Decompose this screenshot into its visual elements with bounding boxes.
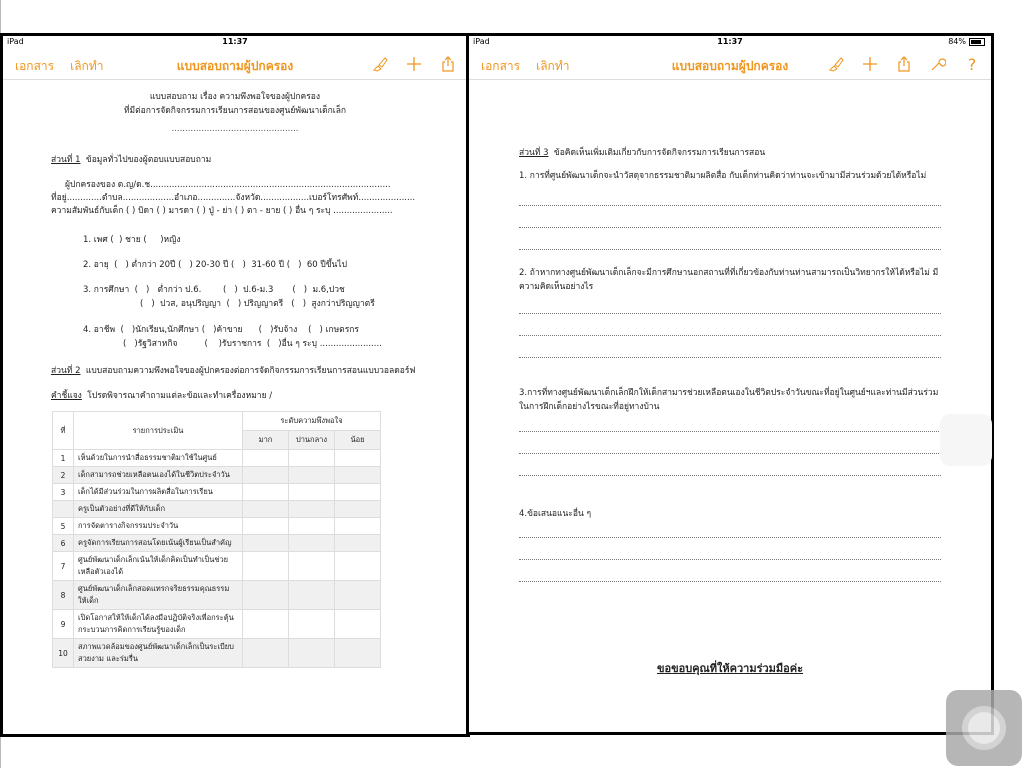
rating-cell-high[interactable] [243,535,289,552]
instruction-text: โปรดพิจารณาคำถามแต่ละข้อและทำเครื่องหมาย / [87,391,273,401]
question-age: 2. อายุ ( ) ต่ำกว่า 20ปี ( ) 20-30 ปี ( ) 31-60 ปี ( ) 60 ปีขึ้นไป [83,260,348,270]
part3-label: ส่วนที่ 3 [519,148,549,158]
document-page-left [3,81,467,734]
answer-line[interactable] [519,559,941,560]
form-title-line2: ที่มีต่อการจัดกิจกรรมการเรียนการสอนของศูนย์พัฒนาเด็กเล็ก [123,106,347,116]
table-row [53,610,381,639]
answer-line[interactable] [519,313,941,314]
row-item: ครูจัดการเรียนการสอนโดยเน้นผู้เรียนเป็นสำคัญ [74,535,243,552]
rating-cell-medium[interactable] [289,501,335,518]
rating-cell-low[interactable] [335,501,381,518]
title-dots: ............................................... [171,124,299,134]
document-title: แบบสอบถามผู้ปกครอง [176,59,294,73]
row-number: 1 [53,450,74,467]
comment-question-4: 4.ข้อเสนอแนะอื่น ๆ [519,509,592,519]
undo-button[interactable]: เลิกทำ [70,59,104,73]
help-icon[interactable]: ? [967,54,977,74]
answer-line[interactable] [519,227,941,228]
share-icon[interactable] [893,53,915,75]
question-education-a: 3. การศึกษา ( ) ต่ำกว่า ป.6. ( ) ป.6-ม.3 ( ) ม.6,ปวช [83,285,345,295]
header-level-medium: ปานกลาง [289,431,335,450]
document-title-right: แบบสอบถามผู้ปกครอง [671,59,789,73]
nav-bar [3,49,467,80]
part3-text: ข้อคิดเห็นเพิ่มเติมเกี่ยวกับการจัดกิจกรรมการเรียนการสอน [553,148,766,158]
question-gender: 1. เพศ ( ) ชาย ( )หญิง [83,235,181,245]
rating-cell-medium[interactable] [289,639,335,668]
row-number [53,501,74,518]
answer-line[interactable] [519,205,941,206]
table-row [53,467,381,484]
rating-cell-high[interactable] [243,552,289,581]
rating-cell-low[interactable] [335,552,381,581]
nav-bar-right [469,49,991,80]
instruction-label: คำชี้แจง [51,391,82,401]
table-row [53,581,381,610]
status-bar-right [469,36,991,48]
rating-cell-low[interactable] [335,450,381,467]
assistive-touch-center [968,712,1000,744]
rating-cell-low[interactable] [335,467,381,484]
header-item: รายการประเมิน [74,412,243,450]
table-row [53,535,381,552]
documents-button-right[interactable]: เอกสาร [481,59,521,73]
answer-line[interactable] [519,431,941,432]
wrench-icon[interactable] [927,53,949,75]
carrier-label: iPad [7,37,24,46]
row-item: ศูนย์พัฒนาเด็กเล็กสอดแทรกจริยธรรมคุณธรรม ให้เด็ก [74,581,243,610]
paintbrush-icon[interactable] [825,53,847,75]
header-level-low: น้อย [335,431,381,450]
documents-button[interactable]: เอกสาร [15,59,55,73]
rating-cell-medium[interactable] [289,535,335,552]
row-item: สภาพแวดล้อมของศูนย์พัฒนาเด็กเล็กเป็นระเบียบ สวยงาม และร่มรื่น [74,639,243,668]
table-row [53,518,381,535]
question-education-b: ( ) ปวส, อนุปริญญา ( ) ปริญญาตรี ( ) สูงกว่าปริญญาตรี [140,299,375,309]
rating-cell-high[interactable] [243,484,289,501]
left-screenshot [0,33,470,737]
rating-cell-high[interactable] [243,639,289,668]
comment-question-1: 1. การที่ศูนย์พัฒนาเด็กจะนำวัสดุจากธรรมชาติมาผลิตสื่อ กับเด็กท่านคิดว่าท่านจะเข้ามามีส่วนร่วมด้วยได้หรือไม่ [519,171,927,181]
table-row [53,552,381,581]
row-number: 5 [53,518,74,535]
answer-line[interactable] [519,581,941,582]
rating-cell-low[interactable] [335,581,381,610]
row-item: เปิดโอกาสให้ให้เด็กได้ลงมือปฏิบัติจริงเพื่อกระตุ้นกระบวนการคิดการเรียนรู้ของเด็ก [74,610,243,639]
right-screenshot [466,33,994,735]
table-row [53,450,381,467]
row-item: การจัดตารางกิจกรรมประจำวัน [74,518,243,535]
rating-cell-low[interactable] [335,610,381,639]
answer-line[interactable] [519,249,941,250]
rating-cell-medium[interactable] [289,518,335,535]
thanks-message: ขอขอบคุณที่ให้ความร่วมมือค่ะ [656,662,804,675]
rating-cell-medium[interactable] [289,610,335,639]
status-time-right: 11:37 [717,37,743,46]
row-item: ครูเป็นตัวอย่างที่ดีให้กับเด็ก [74,501,243,518]
row-item: ศูนย์พัฒนาเด็กเล็กเน้นให้เด็กคิดเป็นทำเป็นช่วยเหลือตัวเองได้ [74,552,243,581]
row-number: 7 [53,552,74,581]
question-occupation-b: ( )รัฐวิสาหกิจ ( )รับราชการ ( )อื่น ๆ ระบุ ....................... [123,339,382,349]
rating-cell-high[interactable] [243,518,289,535]
rating-cell-medium[interactable] [289,581,335,610]
comment-question-2: 2. ถ้าหากทางศูนย์พัฒนาเด็กเล็กจะมีการศึกษานอกสถานที่ที่เกี่ยวข้องกับท่านท่านสามารถเป็นวิทยากรให้ได้หรือไม่ มีความคิดเห็นอย่างไร [519,268,939,292]
status-bar [3,36,467,48]
answer-line[interactable] [519,335,941,336]
rating-cell-low[interactable] [335,518,381,535]
relation-line: ความสัมพันธ์กับเด็ก ( ) บิดา ( ) มารดา ( ) ปู่ - ย่า ( ) ตา - ยาย ( ) อื่น ๆ ระบุ ...................... [51,206,393,216]
rating-cell-medium[interactable] [289,450,335,467]
battery-percent: 84% [948,37,966,46]
floating-overlay [940,414,992,466]
evaluation-table [52,411,381,668]
table-row [53,639,381,668]
rating-cell-medium[interactable] [289,467,335,484]
row-number: 8 [53,581,74,610]
answer-line[interactable] [519,453,941,454]
row-item: เด็กได้มีส่วนร่วมในการผลิตสื่อในการเรียน [74,484,243,501]
rating-cell-high[interactable] [243,610,289,639]
plus-icon[interactable] [859,53,881,75]
row-number: 6 [53,535,74,552]
status-time: 11:37 [222,37,248,46]
row-number: 3 [53,484,74,501]
row-number: 9 [53,610,74,639]
answer-line[interactable] [519,537,941,538]
comment-question-3: 3.การที่ทางศูนย์พัฒนาเด็กเล็กฝึกให้เด็กสามารช่วยเหลือตนเองในชีวิตประจำวันขณะที่อยู่ในศูนย์ฯและท่านมีส่วนร่วมในการฝึกเด็กอย่างไรขณะที่อยู่ทางบ้าน [519,388,939,412]
paintbrush-icon[interactable] [369,53,391,75]
row-item: เด็กสามารถช่วยเหลือตนเองได้ในชีวิตประจำวัน [74,467,243,484]
battery-icon [969,38,985,46]
rating-cell-medium[interactable] [289,484,335,501]
rating-cell-medium[interactable] [289,552,335,581]
plus-icon[interactable] [403,53,425,75]
part1-text: ข้อมูลทั่วไปของผู้ตอบแบบสอบถาม [85,155,212,165]
question-occupation-a: 4. อาชีพ ( )นักเรียน,นักศึกษา ( )ค้าขาย ( )รับจ้าง ( ) เกษตรกร [83,325,359,335]
header-level-high: มาก [243,431,289,450]
rating-cell-high[interactable] [243,581,289,610]
address-line: ที่อยู่.............ตำบล...................อำเภอ..............จังหวัด..................เบอร์โทรศัพท์..................... [51,193,416,203]
rating-cell-low[interactable] [335,535,381,552]
header-no: ที่ [53,412,74,450]
row-number: 2 [53,467,74,484]
rating-cell-high[interactable] [243,501,289,518]
rating-cell-high[interactable] [243,467,289,484]
carrier-label-right: iPad [473,37,490,46]
part2-text: แบบสอบถามความพึงพอใจของผู้ปกครองต่อการจัดกิจกรรมการเรียนการสอนแบบวอลดอร์ฟ [85,366,416,376]
answer-line[interactable] [519,475,941,476]
instruction [51,388,272,402]
battery-indicator [948,37,985,46]
part1-label: ส่วนที่ 1 [51,155,81,165]
share-icon[interactable] [437,53,459,75]
rating-cell-high[interactable] [243,450,289,467]
part2-label: ส่วนที่ 2 [51,366,81,376]
row-item: เห็นด้วยในการนำสื่อธรรมชาติมาใช้ในศูนย์ [74,450,243,467]
table-row [53,501,381,518]
table-row [53,484,381,501]
answer-line[interactable] [519,357,941,358]
assistive-touch-button[interactable] [946,690,1022,766]
part2-heading [51,363,415,377]
rating-cell-low[interactable] [335,639,381,668]
guardian-line: ผู้ปกครองของ ด.ญ/ด.ช......................................................................................... [65,180,391,190]
header-level: ระดับความพึงพอใจ [243,412,381,431]
rating-cell-low[interactable] [335,484,381,501]
part1-heading [51,152,211,166]
row-number: 10 [53,639,74,668]
form-title-line1: แบบสอบถาม เรื่อง ความพึงพอใจของผู้ปกครอง [149,92,321,102]
undo-button-right[interactable]: เลิกทำ [536,59,570,73]
part3-heading [519,145,765,159]
document-page-right [469,81,991,732]
